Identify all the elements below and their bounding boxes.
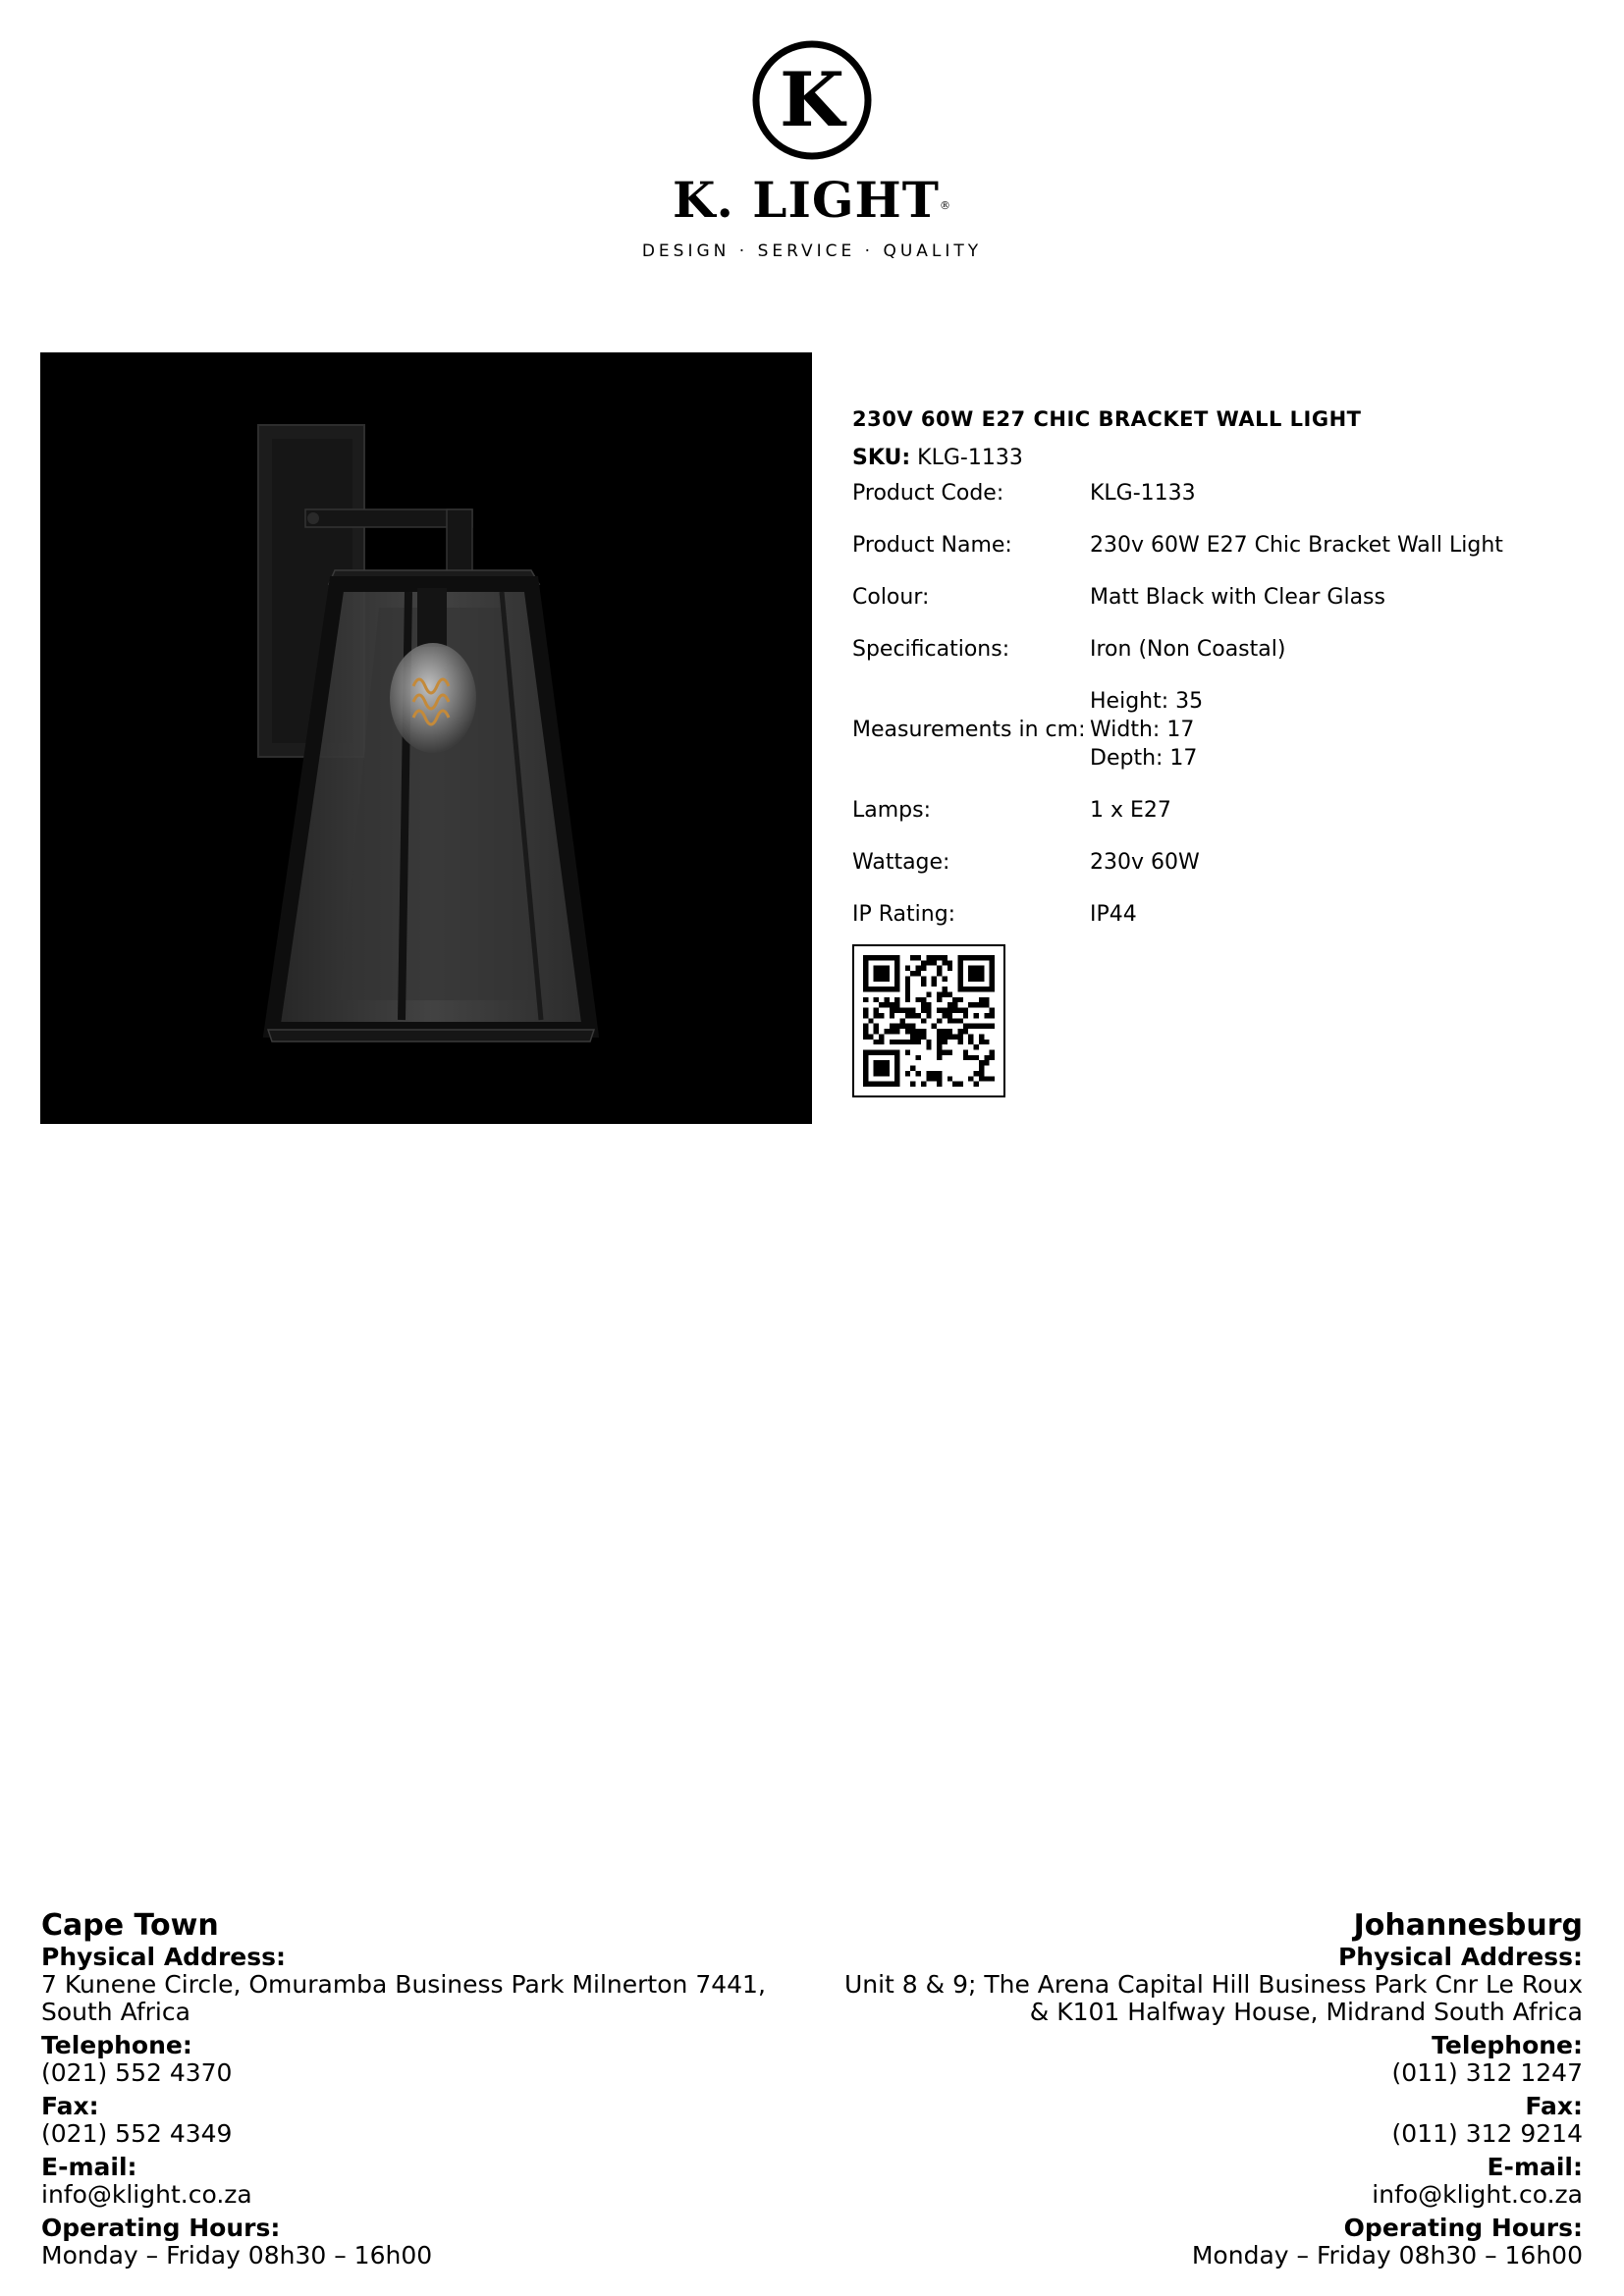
qr-code-pattern (863, 955, 995, 1087)
qr-code-icon[interactable] (852, 944, 1005, 1097)
spec-value: KLG-1133 (1090, 481, 1196, 506)
spec-label: Product Name: (852, 533, 1012, 558)
address-line: Unit 8 & 9; The Arena Capital Hill Business Park Cnr Le Roux (843, 1970, 1583, 1999)
spec-label: Wattage: (852, 850, 950, 875)
sku-line (852, 442, 1598, 475)
city-name: Cape Town (41, 1908, 219, 1943)
spec-value: 1 x E27 (1090, 798, 1171, 823)
email-label: E-mail: (41, 2153, 137, 2181)
measurement-height: Height: 35 (1090, 689, 1204, 714)
spec-label: IP Rating: (852, 902, 956, 927)
fax-label: Fax: (1525, 2092, 1583, 2120)
spec-row-specifications (852, 635, 1598, 664)
brand-name: K. LIGHT® (673, 171, 951, 229)
city-name: Johannesburg (1353, 1908, 1583, 1943)
spec-row-lamps (852, 796, 1598, 825)
product-info (852, 402, 1598, 1097)
fax-number: (021) 552 4349 (41, 2119, 233, 2148)
wall-light-illustration (40, 352, 812, 1124)
spec-label: Colour: (852, 585, 930, 610)
spec-row-measurements (852, 687, 1598, 773)
johannesburg-contact (817, 1908, 1583, 2269)
address-line: & K101 Halfway House, Midrand South Africa (1029, 1998, 1583, 2026)
telephone-label: Telephone: (1432, 2031, 1583, 2059)
spec-value: Iron (Non Coastal) (1090, 637, 1286, 662)
address-label: Physical Address: (41, 1943, 287, 1971)
hours-label: Operating Hours: (41, 2214, 281, 2242)
tagline: DESIGN · SERVICE · QUALITY (641, 241, 983, 261)
company-logo (0, 39, 1624, 261)
spec-value: 230v 60W (1090, 850, 1200, 875)
measurement-depth: Depth: 17 (1090, 746, 1198, 771)
measurement-width: Width: 17 (1090, 718, 1195, 742)
address-line: 7 Kunene Circle, Omuramba Business Park Milnerton 7441, (41, 1970, 766, 1999)
telephone-number[interactable]: (021) 552 4370 (41, 2058, 233, 2087)
email-link[interactable]: info@klight.co.za (41, 2180, 252, 2209)
telephone-label: Telephone: (41, 2031, 192, 2059)
spec-row-ip-rating (852, 900, 1598, 929)
k-logo-mark-icon (751, 39, 873, 161)
sku-label: SKU: (852, 446, 911, 470)
spec-value: IP44 (1090, 902, 1137, 927)
fax-number: (011) 312 9214 (1391, 2119, 1583, 2148)
spec-row-colour (852, 583, 1598, 612)
product-title: 230V 60W E27 CHIC BRACKET WALL LIGHT (852, 407, 1362, 431)
hours-value: Monday – Friday 08h30 – 16h00 (1191, 2241, 1583, 2269)
registered-mark: ® (939, 199, 951, 212)
address-line: South Africa (41, 1998, 190, 2026)
spec-value: Matt Black with Clear Glass (1090, 585, 1385, 610)
fax-label: Fax: (41, 2092, 99, 2120)
cape-town-contact (41, 1908, 807, 2269)
spec-label: Product Code: (852, 481, 1004, 506)
logo-letter: K (779, 56, 845, 143)
spec-label: Measurements in cm: (852, 718, 1086, 742)
address-label: Physical Address: (1337, 1943, 1583, 1971)
email-label: E-mail: (1487, 2153, 1583, 2181)
spec-label: Specifications: (852, 637, 1010, 662)
hours-label: Operating Hours: (1343, 2214, 1583, 2242)
hours-value: Monday – Friday 08h30 – 16h00 (41, 2241, 433, 2269)
spec-value-measurements (1090, 687, 1598, 773)
sku-value: KLG-1133 (917, 446, 1023, 470)
spec-value: 230v 60W E27 Chic Bracket Wall Light (1090, 533, 1503, 558)
email-link[interactable]: info@klight.co.za (1372, 2180, 1583, 2209)
spec-row-product-code (852, 479, 1598, 507)
spec-row-wattage (852, 848, 1598, 877)
telephone-number[interactable]: (011) 312 1247 (1391, 2058, 1583, 2087)
spec-label: Lamps: (852, 798, 932, 823)
product-photo (40, 352, 812, 1124)
spec-row-product-name (852, 531, 1598, 560)
